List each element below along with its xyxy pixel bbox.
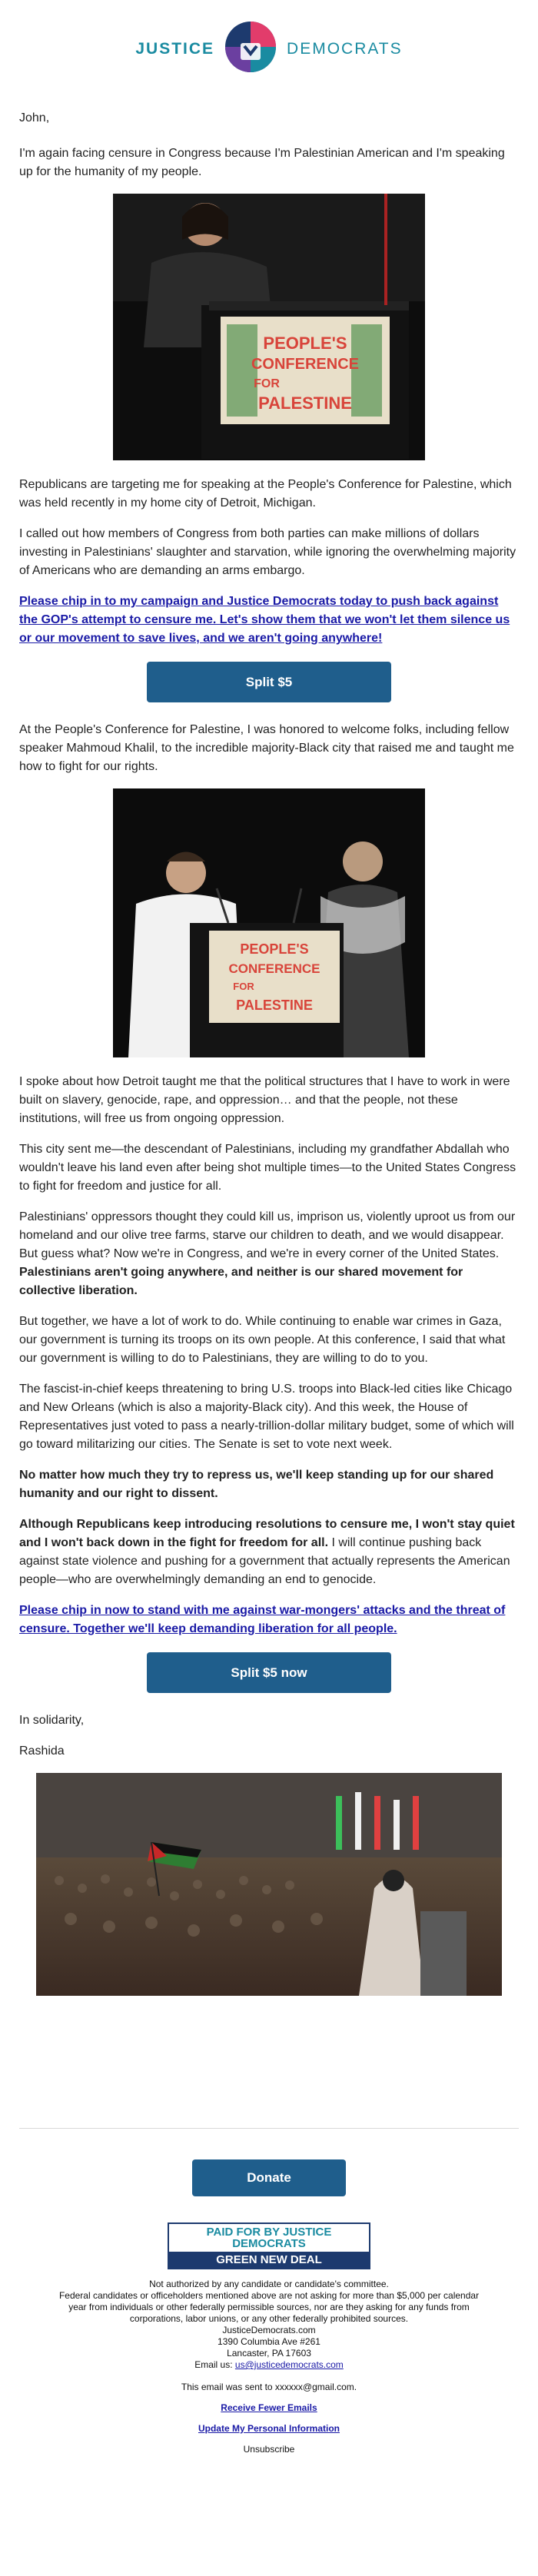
footer-email-label: Email us: <box>194 2359 235 2370</box>
paragraph-6: This city sent me—the descendant of Palestinians, including my grandfather Abdallah who wouldn't leave his land even after being shot multiple times—to the United States Congress to fight for freedom and justice for all. <box>19 1143 516 1193</box>
paragraph-11 <box>19 1515 519 1589</box>
footer-sent-to: This email was sent to xxxxxx@gmail.com. <box>181 2382 357 2392</box>
podium-sign-2-text-4: PALESTINE <box>236 998 313 1013</box>
paragraph-7 <box>19 1208 519 1300</box>
paragraph-11-text: I will continue pushing back against state violence and pushing for a government that actually represents the American people—who are overwhelmingly demanding an end to genocide. <box>19 1536 510 1586</box>
paragraph-8: But together, we have a lot of work to do. While continuing to enable war crimes in Gaza, our government is turning its troops on its own people. At this conference, I said that what our government is willing to do to Palestinians, they are willing to do to you. <box>19 1315 506 1365</box>
unsubscribe-link[interactable]: Unsubscribe <box>243 2444 295 2455</box>
update-info-link[interactable]: Update My Personal Information <box>198 2423 340 2434</box>
footer-address-1: 1390 Columbia Ave #261 <box>218 2336 320 2347</box>
signature: Rashida <box>19 1744 65 1758</box>
photo-two-speakers <box>113 788 425 1057</box>
cta-link-1[interactable]: Please chip in to my campaign and Justice Democrats today to push back against the GOP's attempt to censure me. Let's show them that we won't let them silence us or our movement to save lives, and we aren't going anywhere! <box>19 595 510 645</box>
logo-text-left: JUSTICE <box>135 39 215 58</box>
paid-for-line-1: PAID FOR BY JUSTICE DEMOCRATS <box>169 2224 369 2252</box>
paid-for-line-2: GREEN NEW DEAL <box>169 2252 369 2268</box>
disclaimer-2: Federal candidates or officeholders mentioned above are not asking for more than $5,000 per calendar year from individuals or other federally permissible sources, nor are they asking for any funds from corporations, labor unions, or any other federally prohibited sources. <box>58 2290 480 2324</box>
photo-speaker-podium <box>113 194 425 460</box>
paid-for-box <box>168 2222 370 2269</box>
podium-sign-2-text-3: FOR <box>233 981 254 992</box>
footer-address-2: Lancaster, PA 17603 <box>227 2348 311 2359</box>
podium-sign-2-text-1: PEOPLE'S <box>240 941 309 957</box>
disclaimer-1: Not authorized by any candidate or candidate's committee. <box>149 2279 389 2289</box>
split-5-now-button[interactable]: Split $5 now <box>147 1652 391 1693</box>
paragraph-2: Republicans are targeting me for speaking at the People's Conference for Palestine, which was held recently in my home city of Detroit, Michigan. <box>19 478 512 510</box>
podium-sign-text-4: PALESTINE <box>258 393 352 413</box>
footer-email-link[interactable]: us@justicedemocrats.com <box>234 2359 344 2370</box>
receive-fewer-emails-link[interactable]: Receive Fewer Emails <box>221 2402 317 2413</box>
paragraph-5: I spoke about how Detroit taught me that the political structures that I have to work in were built on slavery, genocide, rape, and oppression… and that the people, not these institutions, will free us from ongoing oppression. <box>19 1075 510 1125</box>
podium-sign-2-text-2: CONFERENCE <box>228 961 320 976</box>
paragraph-3: I called out how members of Congress from both parties can make millions of dollars investing in Palestinians' slaughter and starvation, while ignoring the overwhelming majority of Americans who are demanding an arms embargo. <box>19 527 516 577</box>
podium-sign-text-2: CONFERENCE <box>251 356 360 373</box>
paragraph-7-bold: Palestinians aren't going anywhere, and neither is our shared movement for collective liberation. <box>19 1266 463 1297</box>
logo-text-right: DEMOCRATS <box>287 39 403 58</box>
paragraph-7-text: Palestinians' oppressors thought they could kill us, imprison us, violently uproot us from our homeland and our olive tree farms, starve our children to death, and we would disappear. But guess what? Now we're in Congress, and we're in every corner of the United States. <box>19 1210 516 1260</box>
paragraph-9: The fascist-in-chief keeps threatening to bring U.S. troops into Black-led cities like Chicago and New Orleans (which is also a majority-Black city). And this week, the House of Representatives just voted to pass a nearly-trillion-dollar military budget, some of which will go toward militarizing our cities. The Senate is set to vote next week. <box>19 1383 514 1451</box>
cta-link-2[interactable]: Please chip in now to stand with me against war-mongers' attacks and the threat of censure. Together we'll keep demanding liberation for all people. <box>19 1604 506 1635</box>
footer-divider <box>19 2128 519 2129</box>
donate-button[interactable]: Donate <box>192 2159 346 2196</box>
paragraph-11-bold: Although Republicans keep introducing resolutions to censure me, I won't stay quiet and I won't back down in the fight for freedom for all. <box>19 1518 515 1549</box>
footer-email-line <box>0 2359 538 2371</box>
paragraph-1: I'm again facing censure in Congress because I'm Palestinian American and I'm speaking up for the humanity of my people. <box>19 147 505 178</box>
cta-paragraph-1 <box>19 593 519 648</box>
header-logo[interactable] <box>0 0 538 83</box>
cta-paragraph-2 <box>19 1602 519 1638</box>
paragraph-4: At the People's Conference for Palestine, I was honored to welcome folks, including fellow speaker Mahmoud Khalil, to the incredible majority-Black city that raised me and taught me how to fight for our rights. <box>19 723 514 773</box>
podium-sign-text-1: PEOPLE'S <box>263 334 347 353</box>
podium-sign-text-3: FOR <box>254 377 280 390</box>
greeting: John, <box>19 111 50 124</box>
footer-website: JusticeDemocrats.com <box>222 2325 316 2335</box>
split-5-button[interactable]: Split $5 <box>147 662 391 702</box>
paragraph-10 <box>19 1466 519 1503</box>
photo-crowd <box>36 1773 502 1996</box>
signoff: In solidarity, <box>19 1714 85 1727</box>
logo-emblem-icon <box>224 20 277 78</box>
footer <box>0 2159 538 2455</box>
paragraph-10-bold: No matter how much they try to repress us, we'll keep standing up for our shared humanity and our right to dissent. <box>19 1469 494 1500</box>
